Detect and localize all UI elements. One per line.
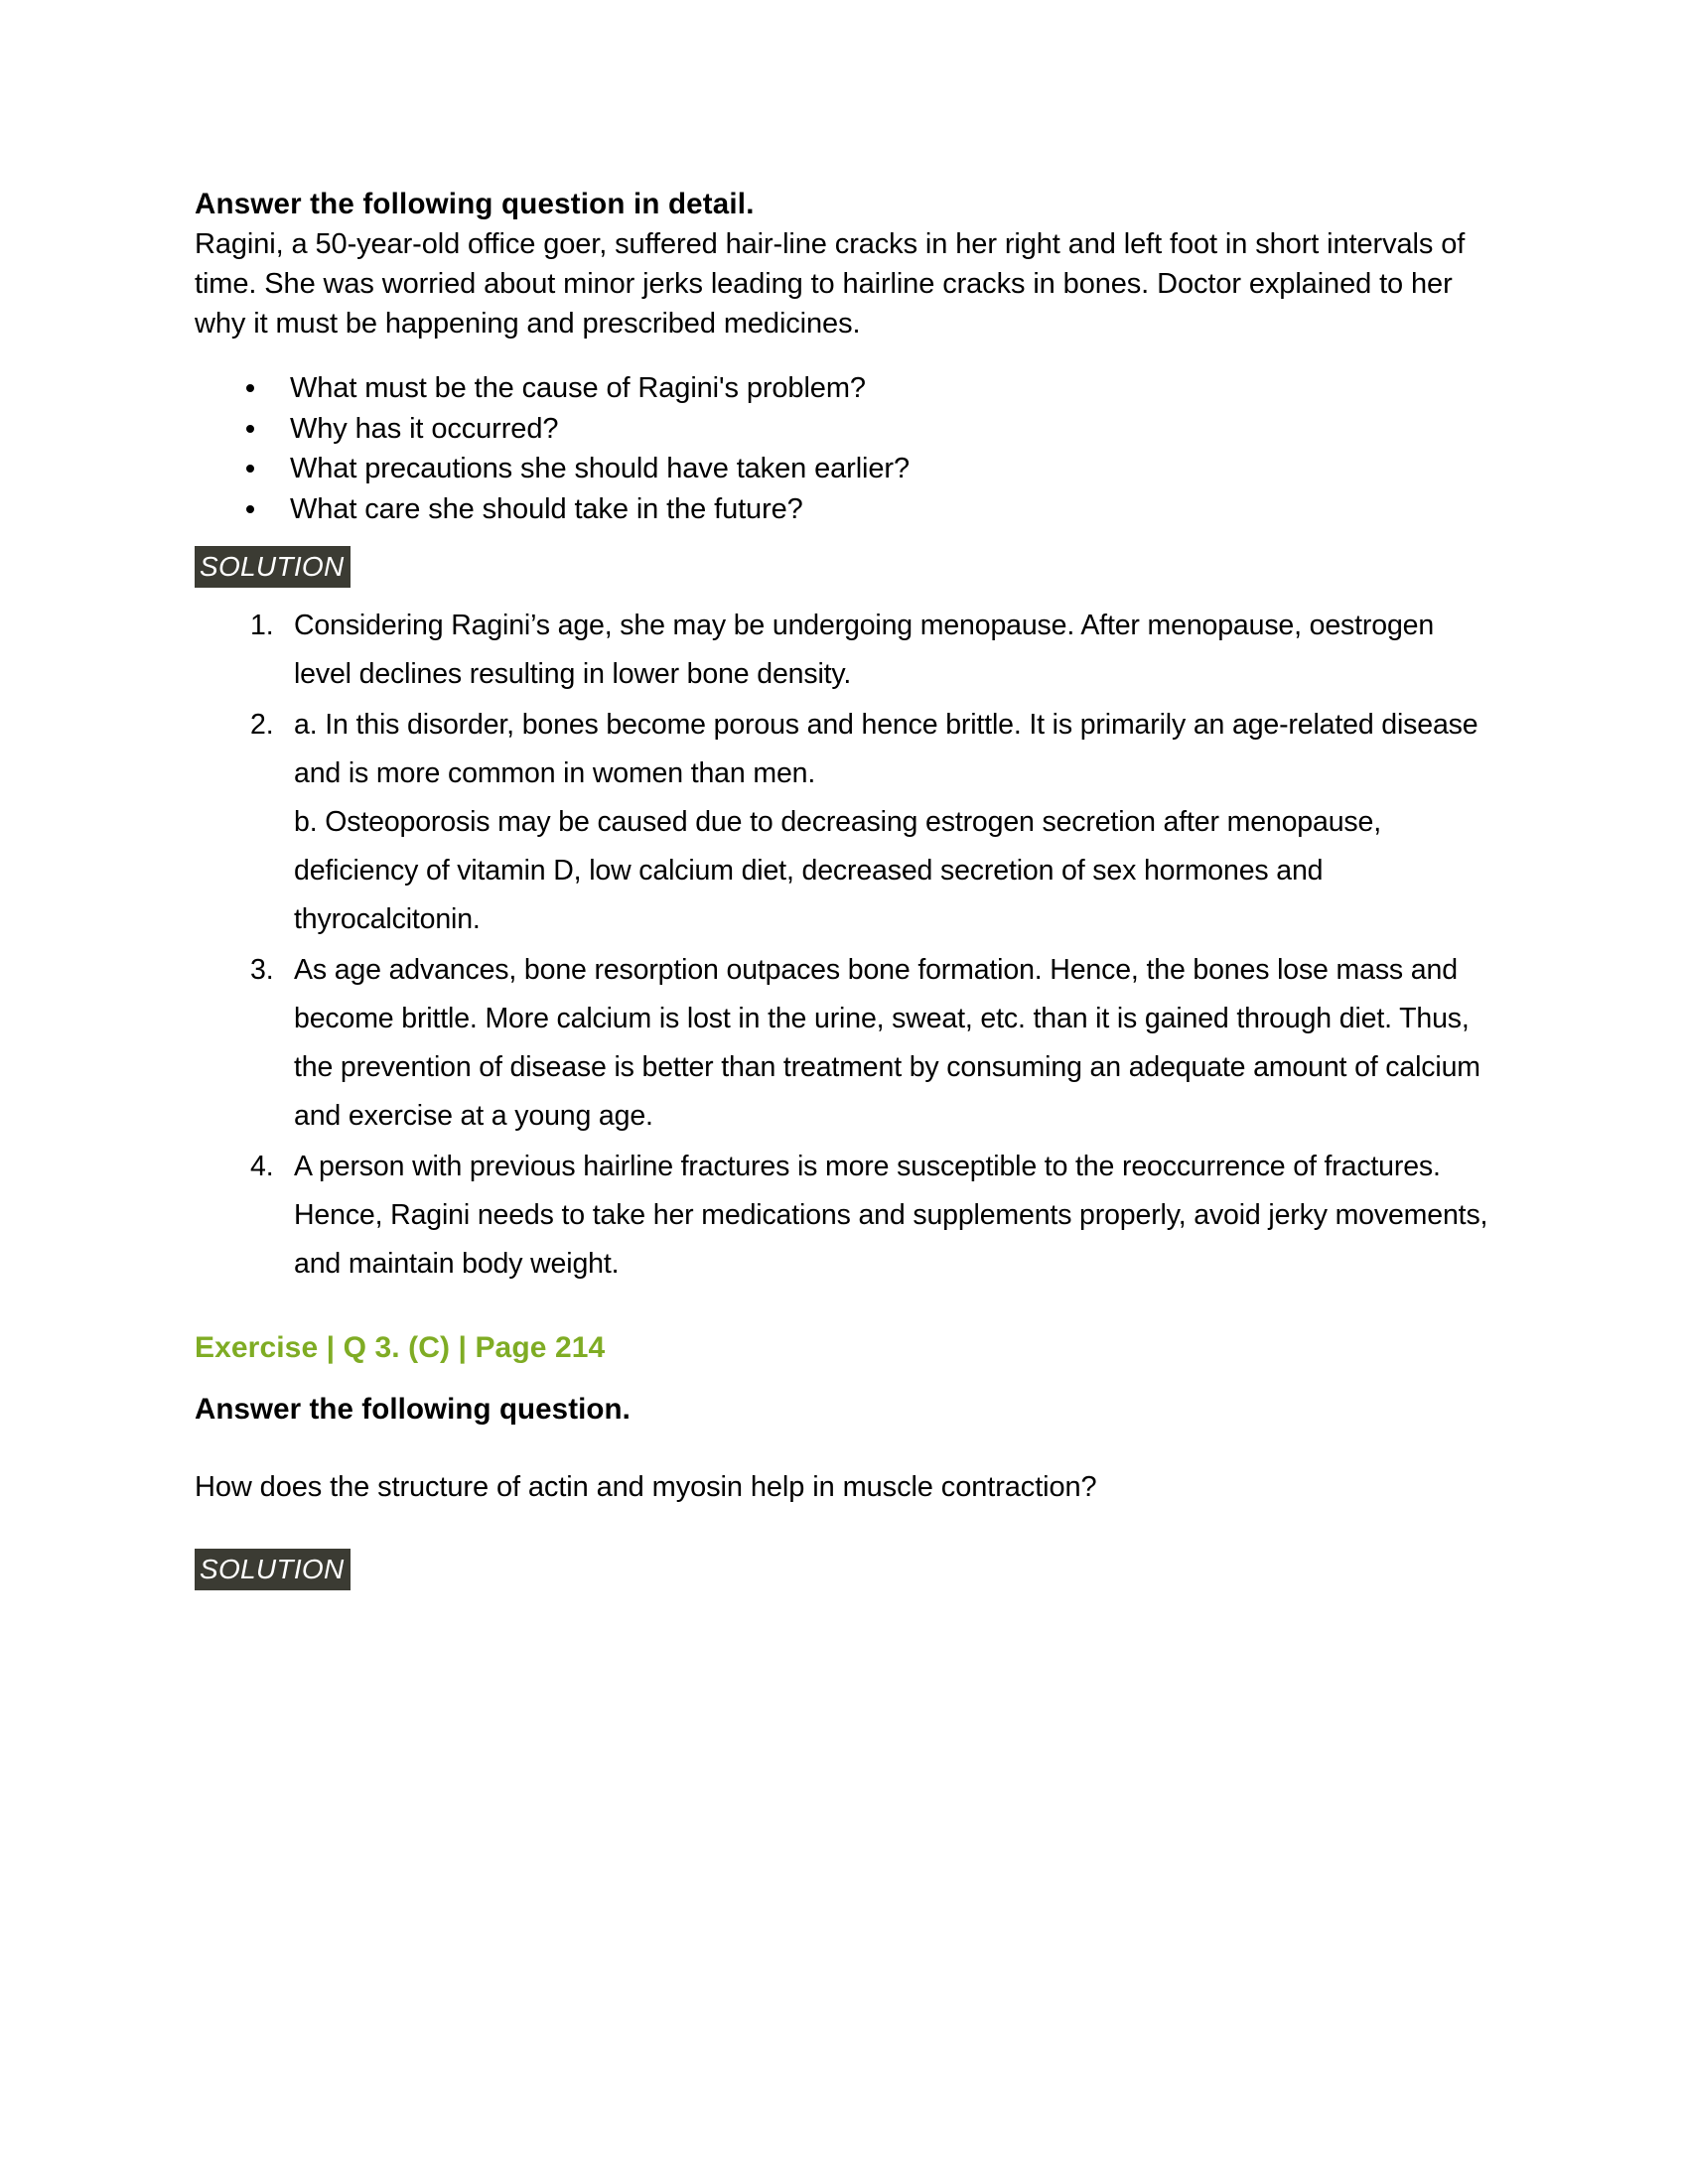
solution-item-sub-b: b. Osteoporosis may be caused due to decreasing estrogen secretion after menopause, deficiency of vitamin D, low calcium diet, decreased secretion of sex hormones and thyrocalcitonin.: [294, 806, 1381, 936]
list-item: [195, 450, 1495, 488]
solution-badge: SOLUTION: [195, 1549, 351, 1590]
section2-question-text: How does the structure of actin and myosin help in muscle contraction?: [195, 1470, 1097, 1503]
solution-item-text: A person with previous hairline fractures is more susceptible to the reoccurrence of fractures. Hence, Ragini needs to take her medications and supplements properly, avoid jerky movements, and maintain body weight.: [294, 1151, 1488, 1281]
bullet-text: What must be the cause of Ragini's problem?: [290, 372, 866, 405]
list-item: [195, 410, 1495, 449]
bullet-text: What care she should take in the future?: [290, 492, 803, 525]
solution-item: [195, 701, 1495, 944]
solution-item: [195, 602, 1495, 699]
bullet-dot-icon: [246, 384, 254, 392]
bullet-dot-icon: [246, 465, 254, 473]
solution-item: [195, 1143, 1495, 1289]
section2-heading: Answer the following question.: [195, 1392, 631, 1426]
list-item: [195, 369, 1495, 408]
section1-heading: Answer the following question in detail.: [195, 188, 755, 220]
solution-item-text: Considering Ragini’s age, she may be undergoing menopause. After menopause, oestrogen level declines resulting in lower bone density.: [294, 610, 1435, 691]
solution-item-sub-a: a. In this disorder, bones become porous and hence brittle. It is primarily an age-related disease and is more common in women than men.: [294, 709, 1478, 790]
list-item: [195, 490, 1495, 529]
exercise-reference-heading: Exercise | Q 3. (C) | Page 214: [195, 1330, 606, 1364]
solution-item-text: As age advances, bone resorption outpaces bone formation. Hence, the bones lose mass and become brittle. More calcium is lost in the urine, sweat, etc. than it is gained through diet. Thus, the prevention of disease is better than treatment by consuming an adequate amount of calcium and exercise at a young age.: [294, 954, 1480, 1133]
bullet-dot-icon: [246, 505, 254, 513]
bullet-dot-icon: [246, 425, 254, 433]
solution-badge: SOLUTION: [195, 546, 351, 588]
section1-bullet-list: [195, 369, 1495, 528]
section1-intro-paragraph: Ragini, a 50-year-old office goer, suffered hair-line cracks in her right and left foot in short intervals of time. She was worried about minor jerks leading to hairline cracks in bones. Doctor explained to her why it must be happening and prescribed medicines.: [195, 227, 1466, 341]
solution-item: [195, 946, 1495, 1141]
bullet-text: What precautions she should have taken earlier?: [290, 453, 911, 485]
section1-solution-list: [195, 602, 1495, 1289]
document-content: [195, 187, 1495, 1590]
bullet-text: Why has it occurred?: [290, 412, 559, 445]
